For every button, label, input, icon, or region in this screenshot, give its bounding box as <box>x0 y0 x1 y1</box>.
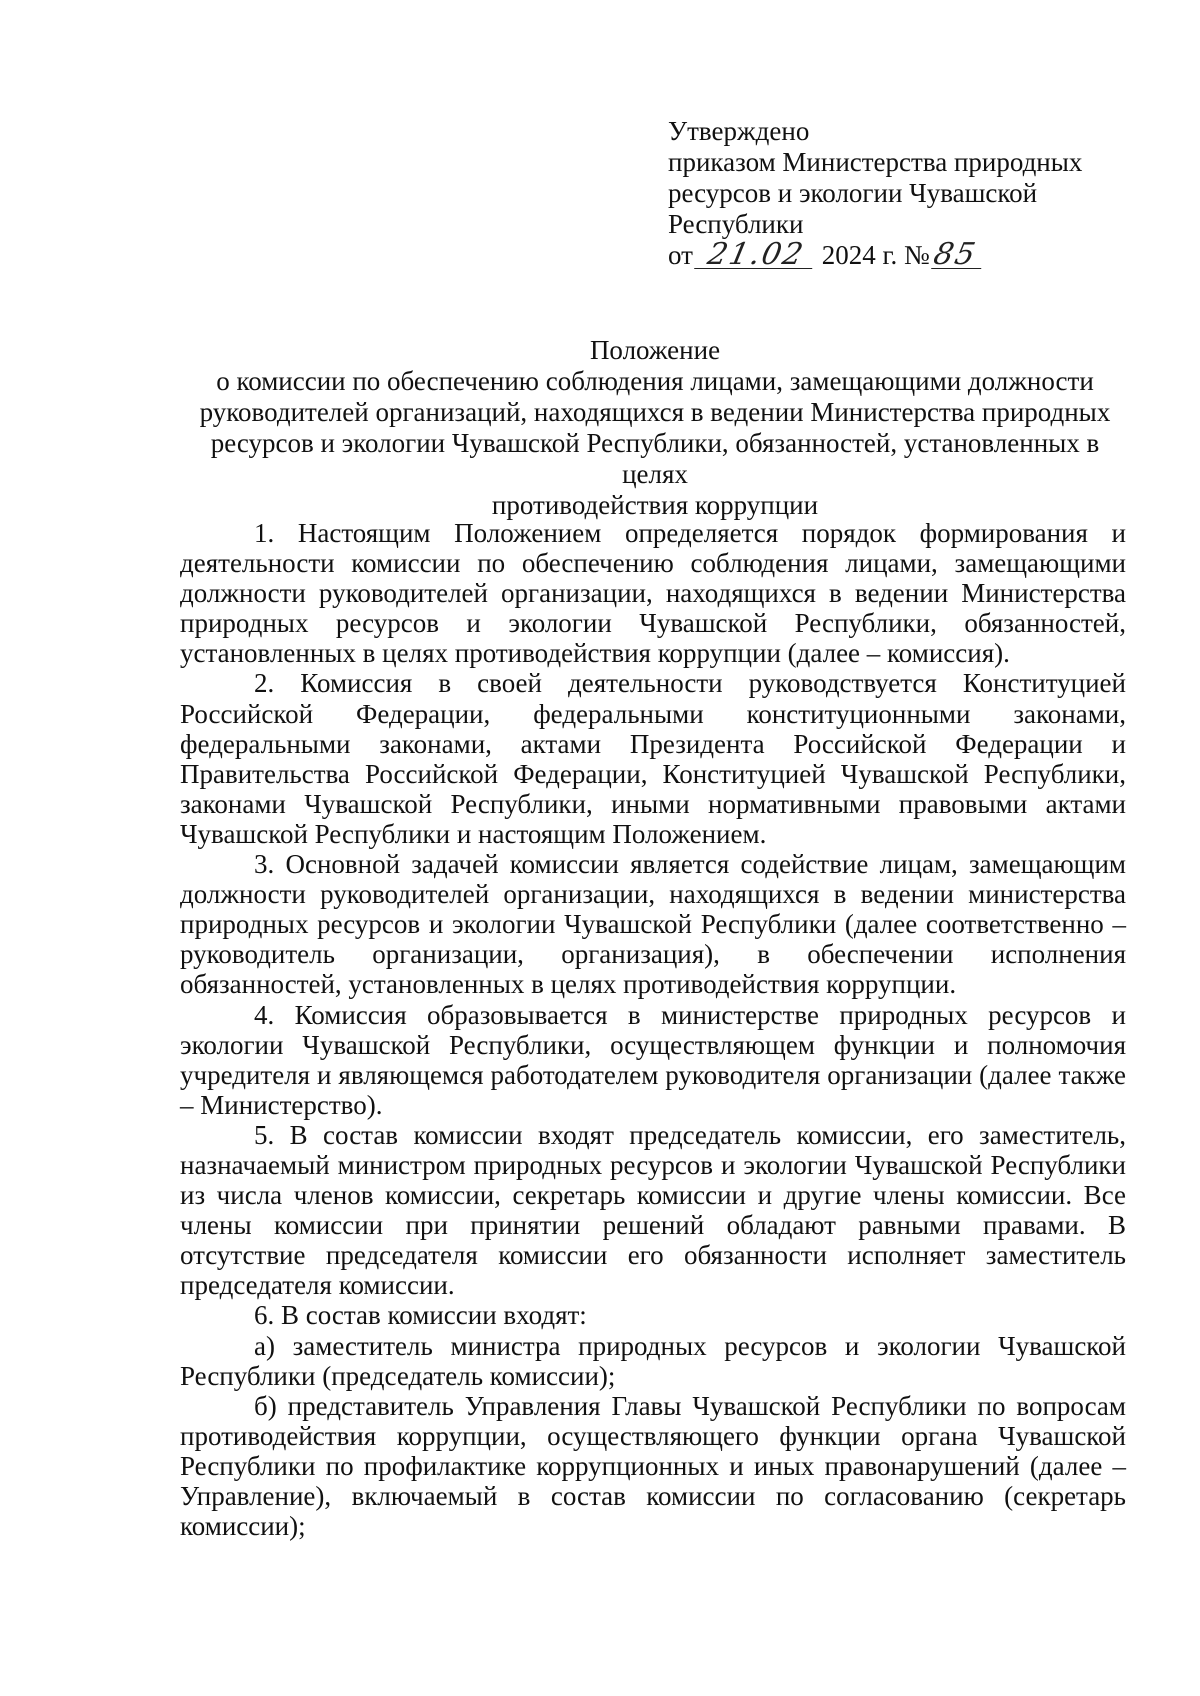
approval-date-line <box>668 237 1108 272</box>
approval-line-3: ресурсов и экологии Чувашской <box>668 178 1038 208</box>
date-prefix: от <box>668 240 693 270</box>
paragraph-6b: б) представитель Управления Главы Чувашской Республики по вопросам противодействия коррупции, осуществляющего функции органа Чувашской Республики по профилактике коррупционных и иных правонарушений (далее – Управление), включаемый в состав комиссии по согласованию (секретарь комиссии); <box>180 1390 1126 1542</box>
approval-line-4: Республики <box>668 209 804 239</box>
approval-line-2: приказом Министерства природных <box>668 147 1083 177</box>
document-subtitle-line-4: противодействия коррупции <box>491 490 819 520</box>
order-year: 2024 г. № <box>821 240 930 270</box>
paragraph-3: 3. Основной задачей комиссии является содействие лицам, замещающим должности руководителей организации, находящихся в ведении министерства природных ресурсов и экологии Чувашской Республики (далее соответственно – руководитель организации, организация), в обеспечении исполнения обязанностей, установленных в целях противодействия коррупции. <box>180 849 1126 1000</box>
handwritten-date: 21.02 <box>694 242 818 269</box>
paragraph-4: 4. Комиссия образовывается в министерстве природных ресурсов и экологии Чувашской Республики, осуществляющем функции и полномочия учредителя и являющемся работодателем руководителя организации (далее также – Министерство). <box>180 999 1126 1120</box>
document-subtitle-line-1: о комиссии по обеспечению соблюдения лицами, замещающими должности <box>216 366 1094 396</box>
handwritten-order-number: 85 <box>931 242 987 269</box>
approval-line-1: Утверждено <box>668 116 810 146</box>
document-title: Положение <box>589 335 721 365</box>
document-subtitle-line-3: ресурсов и экологии Чувашской Республики, обязанностей, установленных в целях <box>210 428 1100 489</box>
paragraph-5: 5. В состав комиссии входят председатель комиссии, его заместитель, назначаемый министром природных ресурсов и экологии Чувашской Республики из числа членов комиссии, секретарь комиссии и другие члены комиссии. Все члены комиссии при принятии решений обладают равными правами. В отсутствие председателя комиссии его обязанности исполняет заместитель председателя комиссии. <box>180 1119 1126 1301</box>
paragraph-1: 1. Настоящим Положением определяется порядок формирования и деятельности комиссии по обеспечению соблюдения лицами, замещающими должности руководителей организации, находящихся в ведении Министерства природных ресурсов и экологии Чувашской Республики, обязанностей, установленных в целях противодействия коррупции (далее – комиссия). <box>180 518 1126 669</box>
document-title-block <box>180 335 1130 521</box>
approval-stamp-block <box>668 116 1108 271</box>
paragraph-2: 2. Комиссия в своей деятельности руководствуется Конституцией Российской Федерации, федеральными конституционными законами, федеральными законами, актами Президента Российской Федерации и Правительства Российской Федерации, Конституцией Чувашской Республики, законами Чувашской Республики, иными нормативными правовыми актами Чувашской Республики и настоящим Положением. <box>180 668 1126 849</box>
document-body <box>180 518 1126 1541</box>
paragraph-6a: а) заместитель министра природных ресурсов и экологии Чувашской Республики (председатель комиссии); <box>180 1330 1126 1391</box>
document-subtitle-line-2: руководителей организаций, находящихся в ведении Министерства природных <box>199 397 1111 427</box>
paragraph-6: 6. В состав комиссии входят: <box>254 1300 587 1331</box>
